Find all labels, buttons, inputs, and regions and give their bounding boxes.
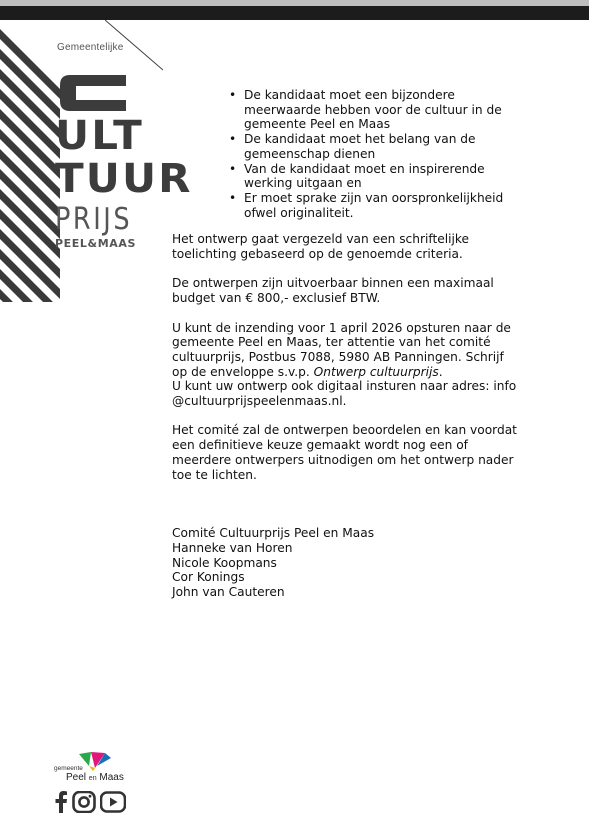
logo-line3: PRIJS [55,202,133,237]
paragraph-budget: De ontwerpen zijn uitvoerbaar binnen een maximaal budget van € 800,- exclusief BTW. [172,276,494,306]
document-body [172,88,522,600]
member-name: John van Cauteren [172,585,285,600]
list-item: • De kandidaat moet een bijzondere meerwaarde hebben voor de cultuur in de gemeente Peel en Maas [244,88,522,132]
cultuurprijs-logo [55,42,193,250]
logo-name: Peel en Maas [66,772,124,783]
member-name: Nicole Koopmans [172,555,277,570]
paragraph-explanation: Het ontwerp gaat vergezeld van een schriftelijke toelichting gebaseerd op de genoemde criteria. [172,232,469,262]
logo-line1: ULT [55,113,144,159]
diagonal-stripes-decoration [0,20,60,302]
member-name: Hanneke van Horen [172,540,293,555]
logo-gemeente: gemeente [54,765,83,772]
committee-name: Comité Cultuurprijs Peel en Maas [172,526,375,541]
paragraph-committee: Het comité zal de ontwerpen beoordelen en kan voordat een definitieve keuze gemaakt wordt nog een of meerdere ontwerpers uitnodigen om het ontwerp nader toe te lichten. [172,423,517,482]
paragraph-submission: U kunt de inzending voor 1 april 2026 opsturen naar de gemeente Peel en Maas, ter attentie van het comité cultuurprijs, Postbus 7088, 5980 AB Panningen. Schrijf op de enveloppe s.v.p. Ontwerp cultuurprijs. U kunt uw ontwerp ook digitaal insturen naar adres: info @cultuurprijspeelenmaas.nl. [172,320,517,409]
list-item: • Van de kandidaat moet en inspirerende werking uitgaan en [244,162,522,191]
facebook-icon[interactable] [54,791,68,817]
instagram-icon[interactable] [72,791,96,817]
logo-sub: PEEL&MAAS [55,237,136,250]
signoff [172,526,522,600]
top-bar [0,6,589,20]
logo-c-shape [58,73,128,113]
logo-line2: TUUR [55,156,193,202]
logo-kicker: Gemeentelijke [57,42,124,53]
criteria-list [172,88,522,220]
youtube-icon[interactable] [100,791,126,817]
peel-en-maas-logo [52,750,132,786]
member-name: Cor Konings [172,570,245,585]
list-item: • Er moet sprake zijn van oorspronkelijkheid ofwel originaliteit. [244,191,522,220]
social-links [54,792,126,816]
list-item: • De kandidaat moet het belang van de gemeenschap dienen [244,132,522,161]
